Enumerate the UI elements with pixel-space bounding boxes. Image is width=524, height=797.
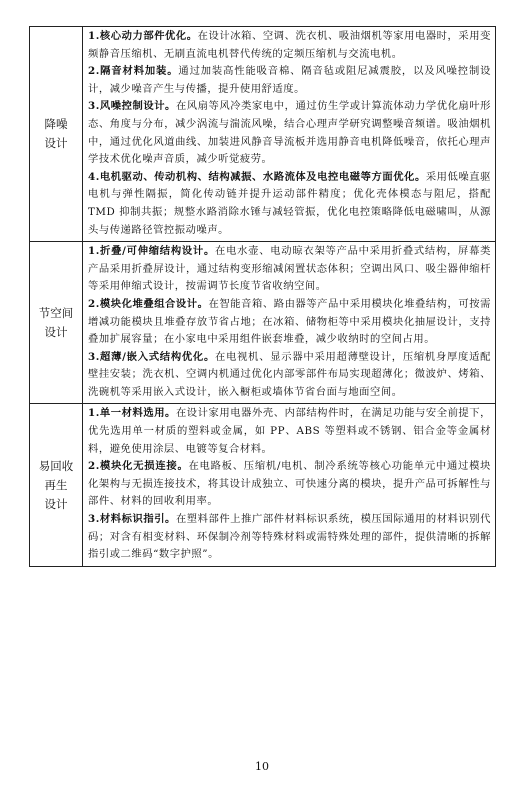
list-item — [88, 296, 491, 349]
item-text: 在智能音箱、路由器等产品中采用模块化堆叠结构，可按需增减功能模块且堆叠存放节省占地；在冰箱、储物柜等中采用模块化抽屉设计，支持叠加扩展容量；在小家电中采用组件嵌套堆叠，减少收纳时的空间占用。 — [88, 297, 491, 346]
content-cell-space-saving — [83, 242, 496, 404]
list-item — [88, 28, 491, 63]
item-title: 2.隔音材料加装。 — [88, 65, 179, 78]
list-item — [88, 169, 491, 239]
item-title: 1.折叠/可伸缩结构设计。 — [88, 245, 216, 258]
item-title: 2.模块化堆叠组合设计。 — [88, 297, 209, 310]
section-recyclable — [30, 404, 496, 566]
list-item — [88, 63, 491, 98]
list-item — [88, 511, 491, 564]
item-text: 采用低噪直驱电机与弹性隔振，简化传动链并提升运动部件精度；优化壳体模态与阻尼，搭配 TMD 抑制共振；规整水路消除水锤与减轻管振，优化电控策略降低电磁啸叫，从源头与传递路径管控振动噪声。 — [88, 170, 491, 236]
item-text: 在塑料部件上推广部件材料标识系统，模压国际通用的材料识别代码；对含有相变材料、环保制冷剂等特殊材料或需特殊处理的部件，提供清晰的拆解指引或二维码“数字护照”。 — [88, 513, 492, 561]
section-space-saving — [30, 242, 496, 404]
list-item — [88, 405, 491, 458]
design-table — [29, 26, 496, 567]
item-title: 3.超薄/嵌入式结构优化。 — [88, 350, 216, 363]
item-title: 3.材料标识指引。 — [88, 513, 176, 526]
category-line: 设计 — [44, 324, 68, 339]
item-text: 在电路板、压缩机/电机、制冷系统等核心功能单元中通过模块化架构与无损连接技术，将其设计成独立、可快速分离的模块，提升产品可拆解性与部件、材料的回收利用率。 — [88, 460, 491, 508]
content-cell-recyclable — [83, 404, 496, 566]
category-cell-recyclable — [30, 404, 83, 566]
item-title: 4.电机驱动、传动机构、结构减振、水路流体及电控电磁等方面优化。 — [88, 170, 426, 183]
item-text: 在风扇等风冷类家电中，通过仿生学或计算流体动力学优化扇叶形态、角度与分布，减少涡流与湍流风噪，结合心理声学研究调整噪音频谱。吸油烟机中，通过优化风道曲线、加装进风静音导流板并选用静音电机降低噪音，依托心理声学技术优化噪声音质，减少听觉疲劳。 — [88, 100, 492, 166]
section-noise-reduction — [30, 27, 496, 242]
list-item — [88, 349, 491, 402]
category-line: 节空间 — [38, 305, 74, 320]
category-cell-space-saving — [30, 242, 83, 404]
list-item — [88, 98, 491, 168]
page-number: 10 — [255, 760, 269, 773]
item-text: 在电视机、显示器中采用超薄壁设计，压缩机身厚度适配壁挂安装；洗衣机、空调内机通过优化内部零部件布局实现超薄化；微波炉、烤箱、洗碗机等采用嵌入式设计，嵌入橱柜或墙体节省台面与地面空间。 — [88, 350, 491, 398]
category-line: 再生 — [44, 477, 68, 492]
item-text: 通过加装高性能吸音棉、隔音毡或阻尼减震胶，以及风噪控制设计，减少噪音产生与传播，提升使用舒适度。 — [88, 65, 491, 95]
item-title: 2.模块化无损连接。 — [88, 460, 189, 473]
content-cell-noise-reduction — [83, 27, 496, 242]
category-line: 降噪 — [44, 117, 68, 132]
item-text: 在设计冰箱、空调、洗衣机、吸油烟机等家用电器时，采用变频静音压缩机、无刷直流电机替代传统的定频压缩机与交流电机。 — [88, 30, 491, 60]
item-title: 1.单一材料选用。 — [88, 407, 176, 420]
item-title: 3.风噪控制设计。 — [88, 100, 176, 113]
category-line: 设计 — [44, 496, 68, 511]
list-item — [88, 243, 491, 296]
category-line: 设计 — [44, 136, 68, 151]
item-text: 在电水壶、电动晾衣架等产品中采用折叠式结构，屏幕类产品采用折叠屏设计，通过结构变形缩减闲置状态体积；空调出风口、吸尘器伸缩杆等采用伸缩式设计，按需调节长度节省收纳空间。 — [88, 245, 491, 293]
list-item — [88, 458, 491, 511]
item-text: 在设计家用电器外壳、内部结构件时，在满足功能与安全前提下，优先选用单一材质的塑料或金属，如 PP、ABS 等塑料或不锈钢、铝合金等金属材料，避免使用涂层、电镀等复合材料。 — [88, 407, 492, 455]
category-cell-noise-reduction — [30, 27, 83, 242]
item-title: 1.核心动力部件优化。 — [88, 30, 198, 42]
category-line: 易回收 — [38, 458, 74, 473]
